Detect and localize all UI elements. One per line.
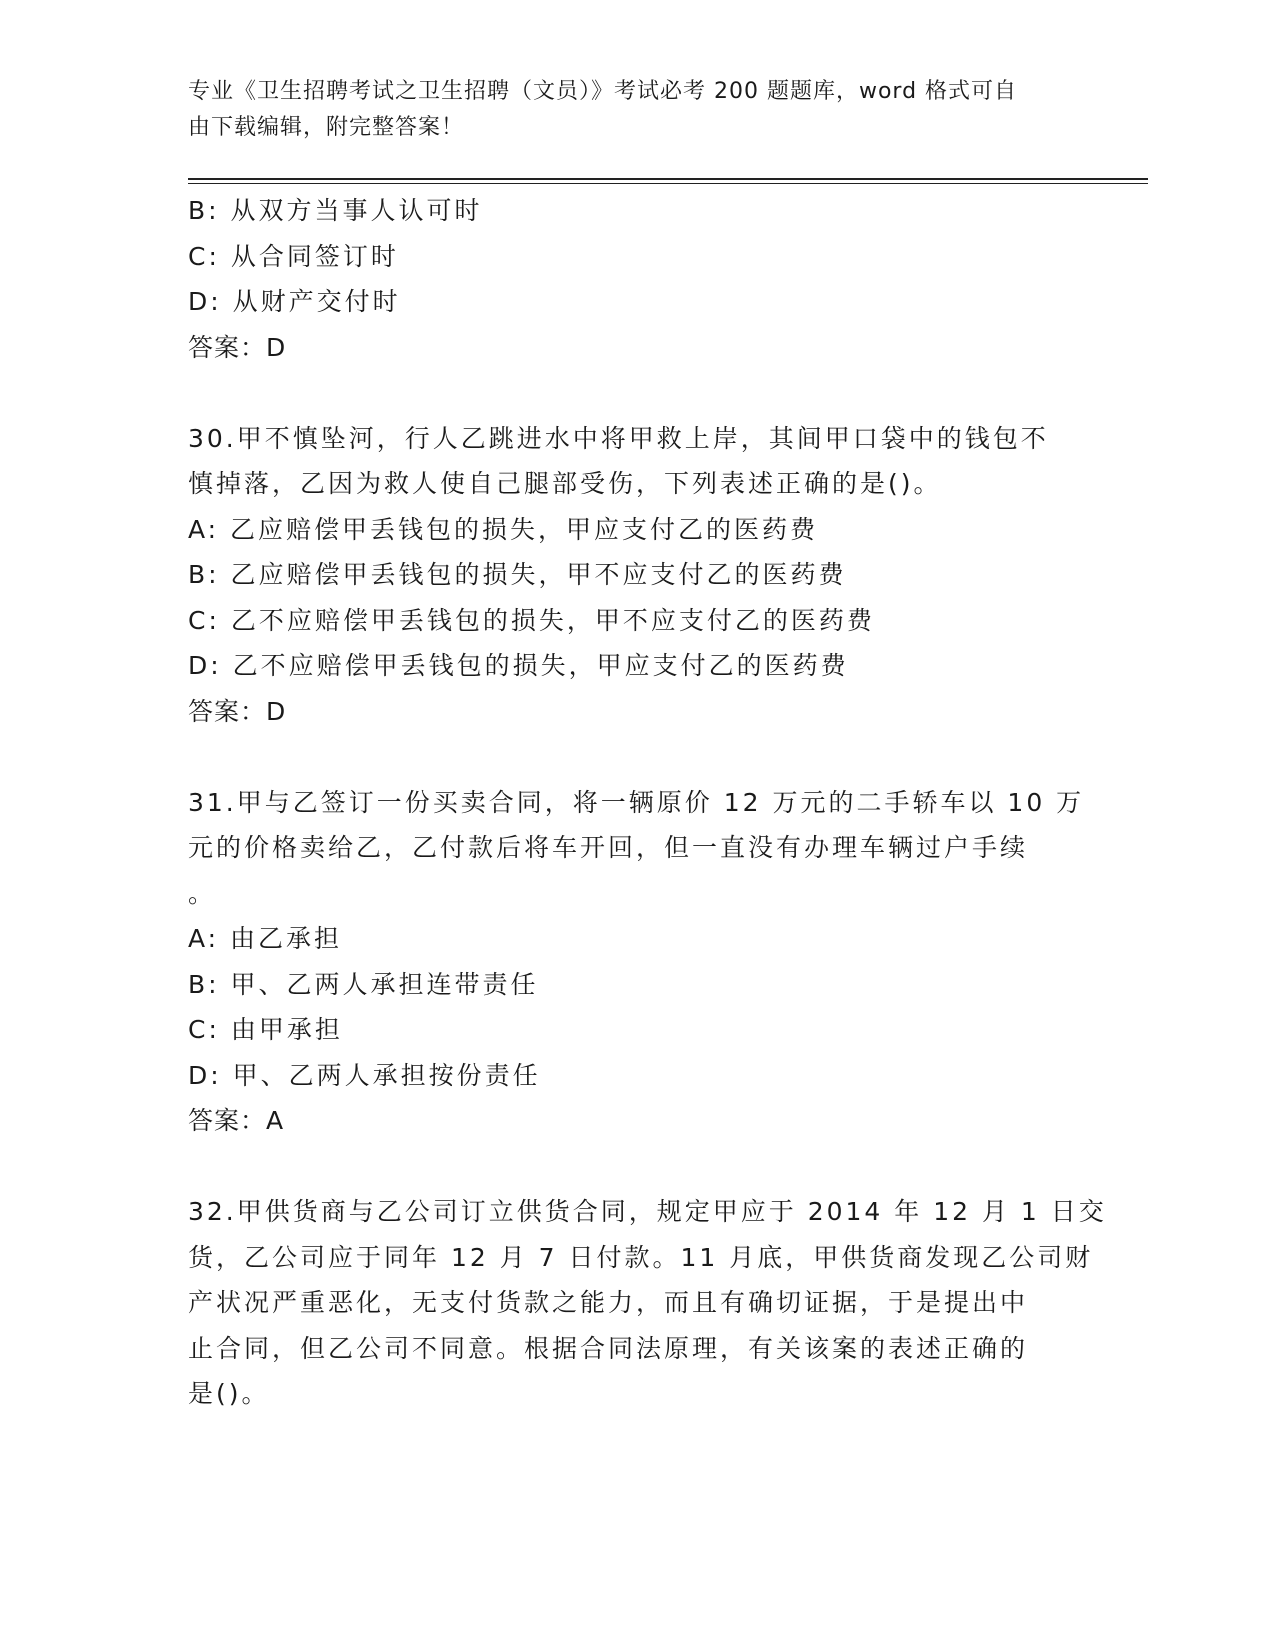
question-31 xyxy=(188,780,1088,1144)
header-divider-thick xyxy=(188,178,1148,180)
answer-label: 答案：D xyxy=(188,696,287,726)
spacer xyxy=(188,1144,1088,1190)
question-stem: 32.甲供货商与乙公司订立供货合同，规定甲应于 2014 年 12 月 1 日交 xyxy=(188,1197,1107,1226)
header-line-1: 专业《卫生招聘考试之卫生招聘（文员）》考试必考 200 题题库，word 格式可自 xyxy=(188,79,1018,104)
option-c: C: 由甲承担 xyxy=(188,1015,343,1044)
option-a: A: 乙应赔偿甲丢钱包的损失，甲应支付乙的医药费 xyxy=(188,514,819,544)
question-stem: 31.甲与乙签订一份买卖合同，将一辆原价 12 万元的二手轿车以 10 万 xyxy=(188,787,1085,817)
question-stem: 货，乙公司应于同年 12 月 7 日付款。11 月底，甲供货商发现乙公司财 xyxy=(188,1242,1094,1272)
question-29 xyxy=(188,188,1088,370)
option-b: B: 甲、乙两人承担连带责任 xyxy=(188,969,539,999)
header-divider-thin xyxy=(188,183,1148,184)
question-32 xyxy=(188,1189,1107,1417)
question-stem: 30.甲不慎坠河，行人乙跳进水中将甲救上岸，其间甲口袋中的钱包不 xyxy=(188,423,1049,453)
question-list xyxy=(188,188,1107,1417)
answer-label: 答案：D xyxy=(188,332,287,362)
question-30 xyxy=(188,416,1088,735)
spacer xyxy=(188,370,1088,416)
question-stem: 。 xyxy=(188,878,217,908)
question-stem: 产状况严重恶化，无支付货款之能力，而且有确切证据，于是提出中 xyxy=(188,1288,1029,1317)
document-page xyxy=(188,0,1148,1650)
option-c: C: 乙不应赔偿甲丢钱包的损失，甲不应支付乙的医药费 xyxy=(188,605,875,635)
spacer xyxy=(188,734,1088,780)
option-b: B: 乙应赔偿甲丢钱包的损失，甲不应支付乙的医药费 xyxy=(188,560,847,589)
question-stem: 是()。 xyxy=(188,1379,270,1408)
option-d: D: 从财产交付时 xyxy=(188,287,401,316)
option-d: D: 甲、乙两人承担按份责任 xyxy=(188,1060,541,1090)
option-d: D: 乙不应赔偿甲丢钱包的损失，甲应支付乙的医药费 xyxy=(188,651,849,680)
answer-label: 答案：A xyxy=(188,1106,285,1135)
option-b: B: 从双方当事人认可时 xyxy=(188,196,483,225)
option-a: A: 由乙承担 xyxy=(188,924,343,953)
option-c: C: 从合同签订时 xyxy=(188,241,399,271)
question-stem: 元的价格卖给乙，乙付款后将车开回，但一直没有办理车辆过户手续 xyxy=(188,833,1029,862)
question-stem: 慎掉落，乙因为救人使自己腿部受伤，下列表述正确的是()。 xyxy=(188,469,942,498)
page-header xyxy=(188,74,1078,146)
header-line-2: 由下载编辑，附完整答案！ xyxy=(188,115,465,140)
question-stem: 止合同，但乙公司不同意。根据合同法原理，有关该案的表述正确的 xyxy=(188,1333,1029,1363)
